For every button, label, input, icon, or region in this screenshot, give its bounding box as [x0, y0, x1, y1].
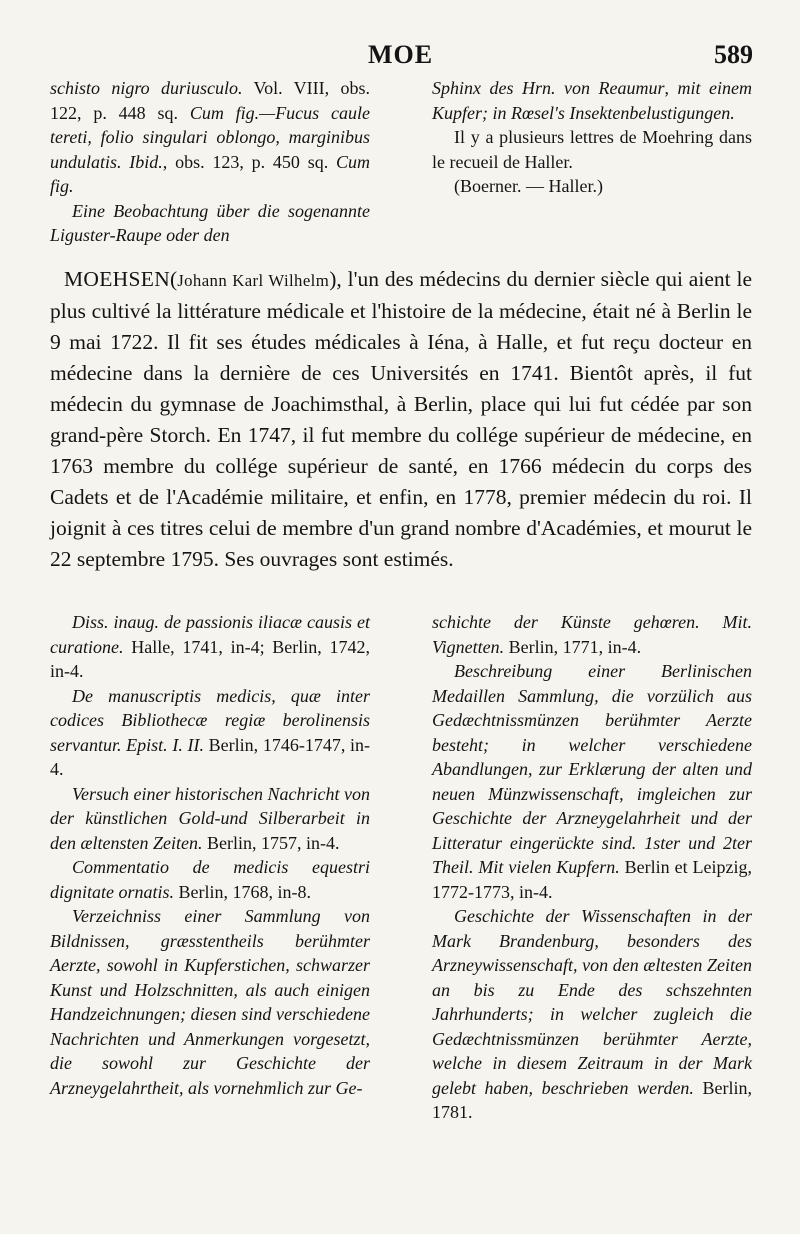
page-number: 589 [714, 40, 753, 69]
work-title: Verzeichniss einer Sammlung von Bildnissen, græsstentheils berühmter Aerzte, sowohl in Kupferstichen, schwarzer Kunst und Holzschnitten, als auch einigen Handzeichnungen; diesen sind verschiedene Nachrichten und Anmerkungen vorgesetzt, die sowohl zur Geschichte der Arzneygelahrtheit, als vornehmlich zur Ge- [50, 906, 370, 1098]
running-head-title: MOE [367, 40, 434, 69]
ref-text-1: Vol. VIII, obs. 122, p. 448 sq. [50, 78, 370, 123]
liguster-title: Eine Beobachtung über die sogenannte Liguster-Raupe oder den [50, 200, 370, 245]
work-imprint: Berlin, 1771, in-4. [504, 636, 642, 657]
letters-note: Il y a plusieurs lettres de Moehring dans le recueil de Haller. [432, 127, 752, 172]
work-imprint: Berlin, 1757, in-4. [202, 832, 340, 853]
work-imprint: Berlin et Leipzig, 1772-1773, in-4. [432, 857, 752, 902]
ref-text-2: , obs. 123, p. 450 sq. [162, 151, 336, 172]
work-imprint: Berlin, 1746-1747, in-4. [50, 734, 370, 779]
entry-text: , l'un des médecins du dernier siècle qui aient le plus cultivé la littérature médicale et l'histoire de la médecine, était né à Berlin le 9 mai 1722. Il fit ses études médicales à Iéna, à Halle, et fut reçu docteur en médecine dans la dernière de ces Universités en 1741. Bientôt après, il fut médecin du gymnase de Joachimsthal, à Berlin, place qui lui fut cédée par son grand-père Storch. En 1747, il fut membre du collége supérieur de médecine, en 1763 membre du collége supérieur de santé, en 1766 médecin du corps des Cadets et de l'Académie militaire, et enfin, en 1778, premier médecin du roi. Il joignit à ces titres celui de membre d'un grand nombre d'Académies, et mourut le 22 septembre 1795. Ses ouvrages sont estimés. [50, 267, 752, 571]
work-title: Geschichte der Wissenschaften in der Mark Brandenburg, besonders des Arzneywissenschaft, von den æltesten Zeiten an bis zu Ende des schszehnten Jahrhunderts; in welcher zugleich die Gedæchtnissmünzen berühmter Aerzte, welche in diesem Zeitraum in der Mark gelebt haben, beschrieben werden. [432, 906, 752, 1098]
paren-open: ( [170, 267, 178, 291]
paren-close: ) [329, 267, 337, 291]
bibliography [50, 610, 752, 1125]
entry-name: MOEHSEN [64, 267, 171, 291]
moehsen-biography [50, 264, 752, 575]
work-entry [432, 659, 752, 904]
work-title: Diss. inaug. de passionis iliacæ causis et curatione. [50, 612, 370, 657]
bibliography-left-column [50, 610, 370, 1125]
entry-given-names: Johann Karl Wilhelm [177, 271, 330, 290]
work-entry [432, 904, 752, 1125]
running-head [48, 40, 753, 76]
work-entry [50, 855, 370, 904]
fucus-reference [50, 76, 370, 199]
work-title: Versuch einer historischen Nachricht von der künstlichen Gold-und Silberarbeit in den æltensten Zeiten. [50, 783, 370, 853]
work-imprint: Berlin, 1768, in-8. [174, 881, 312, 902]
liguster-reference [50, 199, 370, 248]
bibliography-right-column [432, 610, 752, 1125]
ref-italic-2: Cum fig.—Fucus caule tereti, folio singulari oblongo, marginibus undulatis. Ibid. [50, 102, 370, 172]
ref-italic-1: schisto nigro duriusculo. [50, 78, 243, 98]
work-title: schichte der Künste gehœren. Mit. Vignetten. [432, 612, 752, 657]
work-entry [50, 684, 370, 782]
work-title: Beschreibung einer Berlinischen Medaillen Sammlung, die vorzülich aus Gedæchtnissmünzen berühmter Aerzte besteht; in welcher verschiedene Abandlungen, zur Erklærung der alten und neuen Münzwissenschaft, imgleichen zur Geschichte der Arzneygelahrheit und der Litteratur eingerückte sind. 1ster und 2ter Theil. Mit vielen Kupfern. [432, 661, 752, 877]
sphinx-italic-2: mit einem Kupfer; in Rœsel's Insektenbelustigungen. [432, 78, 753, 123]
continuation-block [50, 76, 752, 248]
work-title: De manuscriptis medicis, quæ inter codices Bibliothecæ regiæ berolinensis servantur. Epist. I. II. [50, 685, 370, 755]
work-imprint: Berlin, 1781. [432, 1077, 752, 1122]
work-title: Commentatio de medicis equestri dignitate ornatis. [50, 857, 370, 902]
sphinx-text: , [664, 78, 678, 98]
work-imprint: Halle, 1741, in-4; Berlin, 1742, in-4. [50, 636, 370, 681]
work-entry [50, 610, 370, 684]
sphinx-reference [432, 76, 752, 125]
work-entry [50, 904, 370, 1100]
right-column-top [432, 76, 752, 248]
ref-italic-3: Cum fig. [50, 151, 370, 196]
sphinx-italic-1: Sphinx des Hrn. von Reaumur [432, 78, 665, 98]
work-entry [432, 610, 752, 659]
sources-note: (Boerner. — Haller.) [454, 176, 603, 196]
work-entry [50, 782, 370, 856]
left-column-top [50, 76, 370, 248]
